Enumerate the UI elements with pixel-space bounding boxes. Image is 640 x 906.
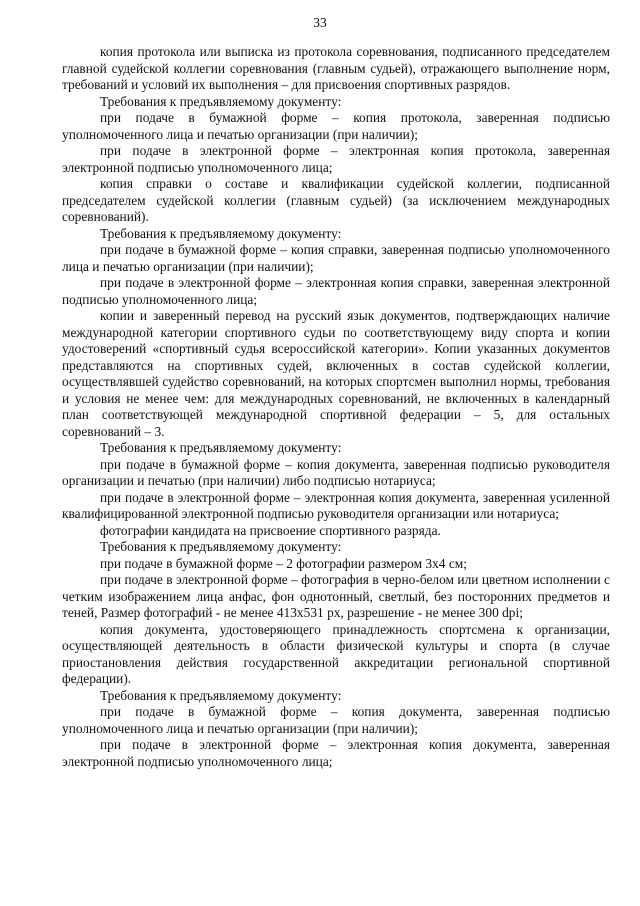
paragraph-candidate-photos: фотографии кандидата на присвоение спортивного разряда. (100, 522, 441, 538)
paragraph-requirements-heading: Требования к предъявляемому документу: (100, 440, 342, 455)
paragraph-protocol-copy: копия протокола или выписка из протокола соревнования, подписанного председателем главной судейской коллегии соревнования (главным судьей), отражающего выполнение норм, требований и условий их выполнения – для присвоения спортивных разрядов. (62, 44, 610, 92)
paragraph-electronic-form-protocol: при подаче в электронной форме – электронная копия протокола, заверенная электронной подписью уполномоченного лица; (62, 143, 610, 175)
paragraph-paper-form-document: при подаче в бумажной форме – копия документа, заверенная подписью уполномоченного лица и печатью организации (при наличии); (62, 704, 610, 736)
paragraph-requirements-heading: Требования к предъявляемому документу: (100, 225, 342, 241)
document-body (62, 44, 610, 770)
paragraph-paper-form-certificate: при подаче в бумажной форме – копия справки, заверенная подписью уполномоченного лица и печатью организации (при наличии); (62, 242, 610, 274)
paragraph-requirements-heading: Требования к предъявляемому документу: (100, 539, 342, 554)
paragraph-electronic-form-document: при подаче в электронной форме – электронная копия документа, заверенная электронной подписью уполномоченного лица; (62, 737, 610, 769)
paragraph-paper-form-protocol: при подаче в бумажной форме – копия протокола, заверенная подписью уполномоченного лица и печатью организации (при наличии); (62, 110, 610, 142)
page-number: 33 (313, 15, 327, 30)
paragraph-judges-certificate-copy: копия справки о составе и квалификации судейской коллегии, подписанной председателем судейской коллегии (главным судьей) (за исключением международных соревнований). (62, 176, 610, 224)
paragraph-electronic-form-document-qualified: при подаче в электронной форме – электронная копия документа, заверенная усиленной квалифицированной электронной подписью руководителя организации или нотариуса; (62, 489, 610, 521)
paragraph-electronic-form-photo: при подаче в электронной форме – фотография в черно-белом или цветном исполнении с четким изображением лица анфас, фон однотонный, светлый, без посторонних предметов и теней, Размер фотографий - не менее 413x531 px, разрешение - не менее 300 dpi; (62, 572, 610, 620)
paragraph-paper-form-photos: при подаче в бумажной форме – 2 фотографии размером 3x4 см; (100, 555, 467, 571)
paragraph-electronic-form-certificate: при подаче в электронной форме – электронная копия справки, заверенная электронной подписью уполномоченного лица; (62, 275, 610, 307)
paragraph-requirements-heading: Требования к предъявляемому документу: (100, 687, 342, 703)
paragraph-paper-form-document-notary: при подаче в бумажной форме – копия документа, заверенная подписью руководителя организации и печатью (при наличии) либо подписью нотариуса; (62, 456, 610, 488)
paragraph-international-category-docs: копии и заверенный перевод на русский язык документов, подтверждающих наличие международной категории спортивного судьи по соответствующему виду спорта и копии удостоверений «спортивный судья всероссийской категории». Копии указанных документов представляются на спортивных судей, включенных в состав судейской коллегии, осуществлявшей судейство соревнований, на которых спортсмен выполнил нормы, требования и условия не менее чем: для международных соревнований, не включенных в календарный план соответствующей международной спортивной федерации – 5, для остальных соревнований – 3. (62, 308, 610, 439)
paragraph-requirements-heading: Требования к предъявляемому документу: (100, 93, 342, 109)
paragraph-organization-membership-copy: копия документа, удостоверяющего принадлежность спортсмена к организации, осуществляющей деятельность в области физической культуры и спорта (в случае приостановления действия государственной аккредитации региональной спортивной федерации). (62, 621, 610, 686)
